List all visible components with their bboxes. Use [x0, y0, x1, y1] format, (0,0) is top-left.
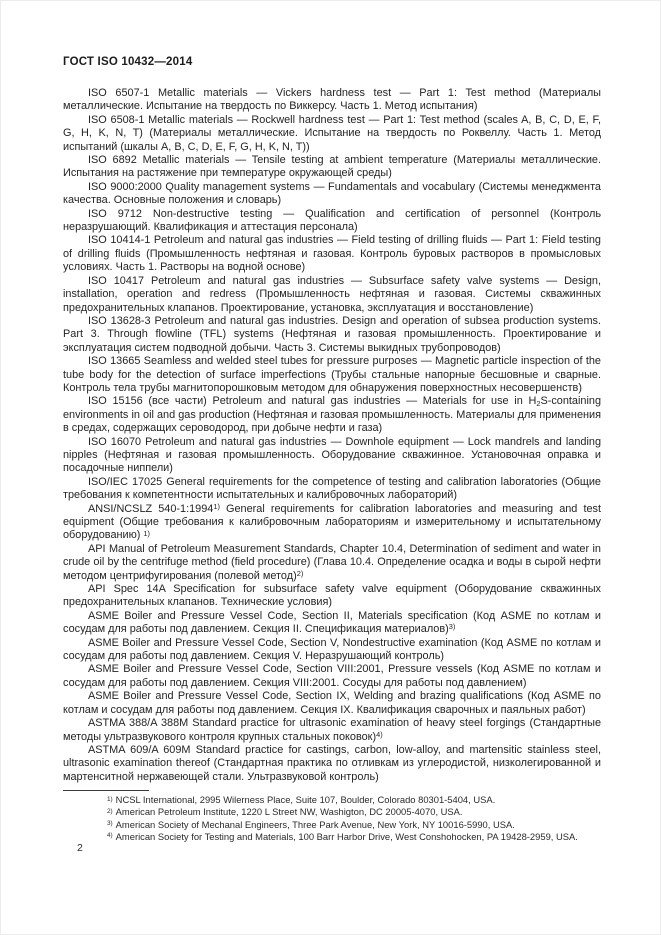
reference-paragraph: ANSI/NCSLZ 540-1:1994$^{1)}$ General requirements for calibration laboratories and measuring and test equipment (Общие требования к калибровочным лабораториям и измерительному и испытательному оборудованию) $^{1)}$ [63, 501, 602, 542]
reference-paragraph: ISO 16070 Petroleum and natural gas industries — Downhole equipment — Lock mandrels and landing nipples (Нефтяная и газовая промышленность. Оборудование скважинное. Установочная оправка и посадочные ниппели) [63, 435, 601, 475]
footnote-marker: 2) [107, 807, 113, 815]
reference-paragraph: ASTMA 388/A 388M Standard practice for ultrasonic examination of heavy steel forgings (Стандартные методы ультразвукового контроля крупных стальных поковок)$^{4)}$ [63, 717, 601, 743]
reference-paragraph: ASME Boiler and Pressure Vessel Code, Section IX, Welding and brazing qualifications (Код ASME по котлам и сосудам для работы под давлением. Секция IX. Квалификация сварочных и паяльных работ) [63, 690, 601, 716]
reference-paragraph: ISO 6507-1 Metallic materials — Vickers hardness test — Part 1: Test method (Материалы металлические. Испытание на твердость по Виккерсу. Часть 1. Метод испытания) [63, 87, 601, 113]
reference-paragraph: API Manual of Petroleum Measurement Standards, Chapter 10.4, Determination of sediment and water in crude oil by the centrifuge method (field procedure) (Глава 10.4. Определение осадка и воды в сырой нефти методом центрифугирования (полевой метод)$^{2)}$ [63, 542, 601, 582]
footnote-marker: 1) [107, 795, 113, 803]
reference-paragraph: ISO 13665 Seamless and welded steel tubes for pressure purposes — Magnetic particle inspection of the tube body for the detection of surface imperfections (Трубы стальные напорные бесшовные и сварные. Контроль тела трубы магнитопорошковым методом для обнаружения поверхностных несовершенств) [63, 355, 601, 394]
references-body [63, 87, 601, 843]
subscript-text: 2 [536, 399, 541, 409]
footnote: $^{4)}$ American Society for Testing and Materials, 100 Barr Harbor Drive, West Conshohocken, PA 19428-2959, USA. [107, 830, 578, 842]
reference-paragraph: ISO 15156 (все части) Petroleum and natural gas industries — Materials for use in H2S-containing environments in oil and gas production (Нефтяная и газовая промышленность. Материалы для применения в средах, содержащих сероводород, при добыче нефти и газа) [63, 395, 601, 435]
footnote-divider [63, 790, 149, 791]
reference-paragraph: ASME Boiler and Pressure Vessel Code, Section II, Materials specification (Код ASME по котлам и сосудам для работы под давлением. Секция II. Спецификация материалов)$^{3)}$ [63, 609, 601, 636]
footnote-marker: 2) [296, 568, 304, 578]
footnote: $^{2)}$ American Petroleum Institute, 1220 L Street NW, Washigton, DC 20005-4070, USA. [107, 806, 463, 818]
footnote-marker: 4) [376, 729, 383, 739]
footnote-marker: 3) [107, 820, 113, 828]
footnote-marker: 3) [448, 622, 456, 632]
footnote: $^{1)}$ NCSL International, 2995 Wilerness Place, Suite 107, Boulder, Colorado 80301-5404, USA. [107, 794, 496, 806]
reference-paragraph: API Spec 14A Specification for subsurface safety valve equipment (Оборудование скважинных предохранительных клапанов. Технические условия) [63, 583, 601, 609]
reference-paragraph: ISO 6508-1 Metallic materials — Rockwell hardness test — Part 1: Test method (scales A, B, C, D, E, F, G, H, K, N, T) (Материалы металлические. Испытание на твердость по Роквеллу. Часть 1. Метод испытаний (шкалы A, B, C, D, E, F, G, H, K, N, T)) [63, 113, 601, 153]
page-number: 2 [77, 842, 83, 854]
footnote-marker: 1) [213, 501, 220, 511]
footnote-marker: 4) [107, 832, 113, 840]
reference-paragraph: ISO 10417 Petroleum and natural gas industries — Subsurface safety valve systems — Design, installation, operation and redress (Промышленность нефтяная и газовая. Системы скважинных предохранительных клапанов. Проектирование, установка, эксплуатация и восстановление) [63, 274, 601, 314]
reference-paragraph: ISO 9000:2000 Quality management systems — Fundamentals and vocabulary (Системы менеджмента качества. Основные положения и словарь) [63, 180, 601, 207]
reference-paragraph: ASME Boiler and Pressure Vessel Code, Section VIII:2001, Pressure vessels (Код ASME по котлам и сосудам для работы под давлением. Секция VIII:2001. Сосуды для работы под давлением) [63, 663, 601, 689]
reference-paragraph: ISO 10414-1 Petroleum and natural gas industries — Field testing of drilling fluids — Part 1: Field testing of drilling fluids (Промышленность нефтяная и газовая. Контроль буровых растворов в промысловых условиях. Часть 1. Растворы на водной основе) [63, 234, 601, 274]
footnote: $^{3)}$ American Society of Mechanal Engineers, Three Park Avenue, New York, NY 10016-5990, USA. [107, 818, 515, 830]
reference-paragraph: ASTMA 609/A 609M Standard practice for castings, carbon, low-alloy, and martensitic stainless steel, ultrasonic examination thereof (Стандартная практика по отливкам из углеродистой, низколегированной и мартенситной нержавеющей стали. Ультразвуковой контроль) [63, 743, 601, 783]
page-header-title: ГОСТ ISO 10432—2014 [63, 56, 193, 68]
reference-paragraph: ISO/IEC 17025 General requirements for the competence of testing and calibration laboratories (Общие требования к компетентности испытательных и калибровочных лабораторий) [63, 475, 601, 502]
footnote-marker: 1) [143, 528, 151, 538]
reference-paragraph: ISO 9712 Non-destructive testing — Qualification and certification of personnel (Контроль неразрушающий. Квалификация и аттестация персонала) [63, 207, 601, 234]
references-list [63, 87, 601, 784]
reference-paragraph: ASME Boiler and Pressure Vessel Code, Section V, Nondestructive examination (Код ASME по котлам и сосудам для работы под давлением. Секция V. Неразрушающий контроль) [63, 636, 601, 663]
footnotes-section [63, 794, 601, 843]
reference-paragraph: ISO 13628-3 Petroleum and natural gas industries. Design and operation of subsea production systems. Part 3. Through flowline (TFL) systems (Нефтяная и газовая промышленность. Проектирование и эксплуатация систем подводной добычи. Часть 3. Системы выкидных трубопроводов) [63, 314, 601, 354]
reference-paragraph: ISO 6892 Metallic materials — Tensile testing at ambient temperature (Материалы металлические. Испытания на растяжение при температуре окружающей среды) [63, 154, 601, 180]
